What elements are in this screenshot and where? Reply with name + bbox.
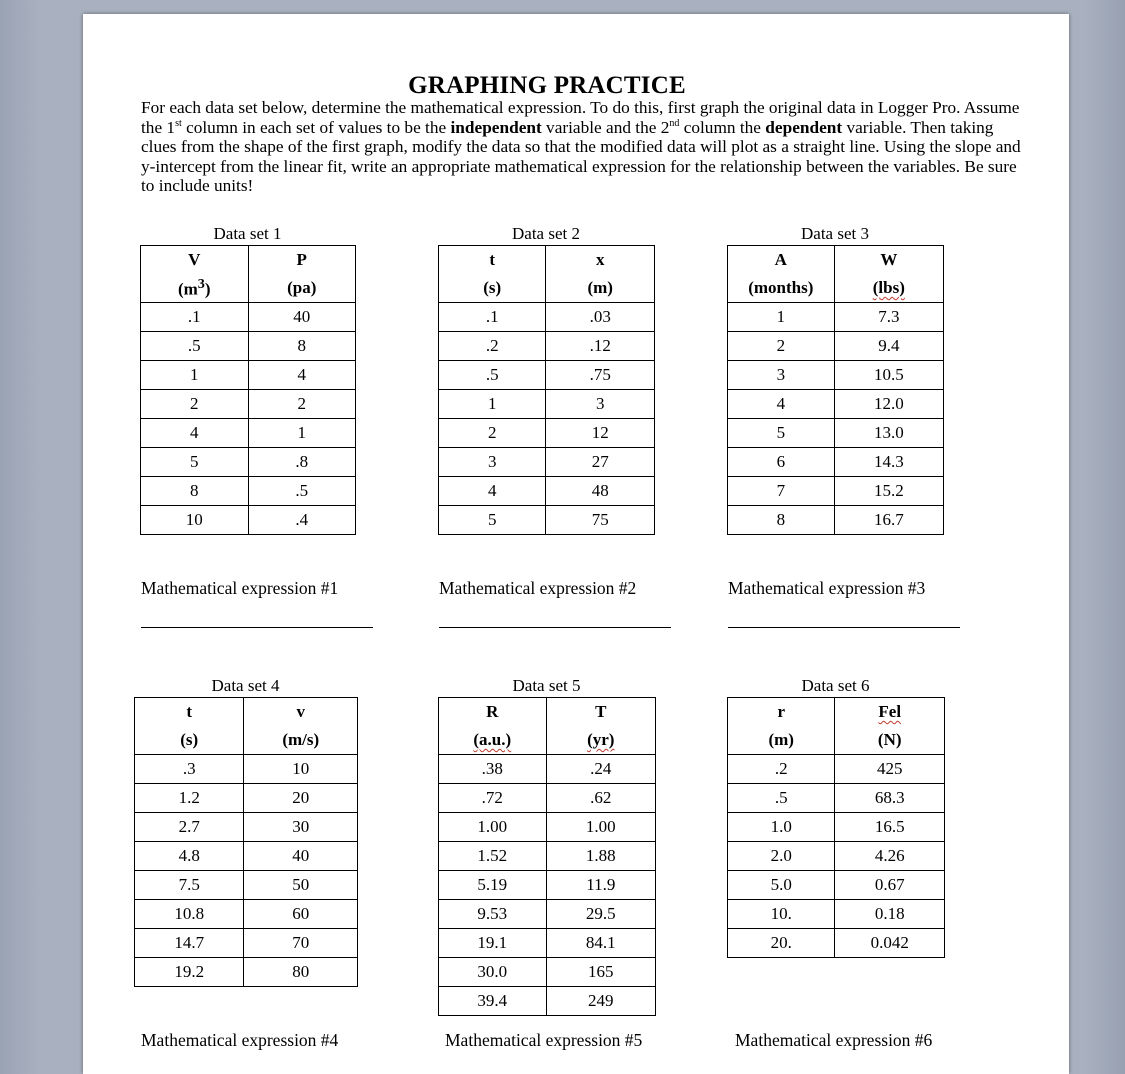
expression-2-answer-line: [439, 627, 671, 628]
table-cell: 10.8: [135, 900, 244, 929]
table-units-row: [135, 726, 358, 755]
table-cell: 9.4: [834, 332, 943, 361]
column-unit: (months): [728, 274, 835, 303]
table-cell: 19.1: [439, 929, 547, 958]
column-unit: (m): [728, 726, 835, 755]
column-header: t: [439, 246, 546, 275]
spellcheck-underlined-text: Fel: [878, 702, 902, 721]
table-cell: 8: [728, 506, 835, 535]
table-header-row: [439, 698, 656, 727]
table-row: [141, 303, 356, 332]
table-cell: 2: [439, 419, 546, 448]
table-cell: 5: [439, 506, 546, 535]
table-cell: 5: [141, 448, 249, 477]
column-header: x: [546, 246, 655, 275]
unit-text: (m: [177, 279, 198, 299]
table-cell: 6: [728, 448, 835, 477]
column-unit: [141, 274, 249, 303]
table-cell: 7: [728, 477, 835, 506]
column-header: V: [141, 246, 249, 275]
table-row: [439, 900, 656, 929]
column-unit: [439, 726, 547, 755]
intro-bold: independent: [450, 117, 542, 137]
column-header: t: [135, 698, 244, 727]
table-cell: 249: [546, 987, 655, 1016]
data-set-1-title: Data set 1: [213, 224, 282, 243]
page-title: GRAPHING PRACTICE: [408, 72, 686, 99]
table-row: [728, 784, 945, 813]
table-row: [135, 900, 358, 929]
intro-text: column the: [679, 117, 766, 137]
table-row: [141, 477, 356, 506]
table-row: [141, 506, 356, 535]
table-cell: 70: [244, 929, 358, 958]
data-set-5-table: [438, 697, 656, 1016]
table-cell: 11.9: [546, 871, 655, 900]
table-cell: 4.26: [835, 842, 945, 871]
table-row: [141, 419, 356, 448]
table-units-row: [439, 274, 655, 303]
table-cell: 12: [546, 419, 655, 448]
column-header: R: [439, 698, 547, 727]
table-cell: 1.88: [546, 842, 655, 871]
table-header-row: [141, 246, 356, 275]
table-row: [135, 929, 358, 958]
data-set-2-table: [438, 245, 655, 535]
table-cell: .72: [439, 784, 547, 813]
table-units-row: [728, 726, 945, 755]
table-row: [439, 419, 655, 448]
table-row: [728, 332, 944, 361]
table-cell: 2: [248, 390, 356, 419]
data-set-6-table: [727, 697, 945, 958]
table-cell: 7.3: [834, 303, 943, 332]
table-cell: .5: [728, 784, 835, 813]
expression-3-answer-line: [728, 627, 960, 628]
column-header: [835, 698, 945, 727]
table-header-row: [135, 698, 358, 727]
table-row: [141, 361, 356, 390]
table-row: [439, 842, 656, 871]
table-row: [439, 784, 656, 813]
unit-text: ): [204, 279, 211, 299]
spellcheck-underlined-text: (a.u.): [473, 730, 512, 749]
table-cell: 3: [546, 390, 655, 419]
column-unit: [834, 274, 943, 303]
table-cell: .1: [439, 303, 546, 332]
table-cell: 1.0: [728, 813, 835, 842]
table-cell: 12.0: [834, 390, 943, 419]
table-row: [439, 755, 656, 784]
table-row: [135, 813, 358, 842]
table-cell: .62: [546, 784, 655, 813]
data-set-5-title: Data set 5: [512, 676, 581, 695]
table-cell: 20: [244, 784, 358, 813]
table-cell: 1: [728, 303, 835, 332]
table-cell: 13.0: [834, 419, 943, 448]
data-set-2-title: Data set 2: [512, 224, 580, 243]
column-header: r: [728, 698, 835, 727]
table-row: [135, 842, 358, 871]
table-row: [439, 929, 656, 958]
table-row: [439, 448, 655, 477]
intro-bold: dependent: [765, 117, 843, 137]
table-row: [439, 303, 655, 332]
column-unit: (m): [546, 274, 655, 303]
table-cell: 1: [248, 419, 356, 448]
table-cell: .24: [546, 755, 655, 784]
table-cell: 8: [248, 332, 356, 361]
table-cell: 2.0: [728, 842, 835, 871]
table-row: [728, 929, 945, 958]
table-row: [135, 755, 358, 784]
table-cell: 14.3: [834, 448, 943, 477]
table-cell: 1.00: [439, 813, 547, 842]
table-cell: .12: [546, 332, 655, 361]
table-row: [728, 419, 944, 448]
table-row: [728, 303, 944, 332]
table-cell: 425: [835, 755, 945, 784]
table-row: [728, 448, 944, 477]
column-unit: (m/s): [244, 726, 358, 755]
intro-text: variable and the 2: [541, 117, 670, 137]
data-set-3-title: Data set 3: [801, 224, 869, 243]
table-cell: 3: [439, 448, 546, 477]
table-cell: .38: [439, 755, 547, 784]
column-unit: (s): [135, 726, 244, 755]
instructions-paragraph: [141, 98, 1021, 196]
table-cell: 75: [546, 506, 655, 535]
table-row: [728, 900, 945, 929]
expression-1-label: Mathematical expression #1: [141, 578, 339, 598]
table-units-row: [439, 726, 656, 755]
table-cell: 1: [439, 390, 546, 419]
table-cell: 2.7: [135, 813, 244, 842]
table-cell: 4: [248, 361, 356, 390]
data-set-6-title: Data set 6: [801, 676, 870, 695]
table-cell: 7.5: [135, 871, 244, 900]
table-row: [728, 390, 944, 419]
table-cell: 84.1: [546, 929, 655, 958]
table-cell: 10: [244, 755, 358, 784]
spellcheck-underlined-text: (yr): [587, 730, 615, 749]
table-cell: .8: [248, 448, 356, 477]
table-cell: 5: [728, 419, 835, 448]
column-header: T: [546, 698, 655, 727]
expression-5-label: Mathematical expression #5: [445, 1030, 643, 1050]
table-cell: 20.: [728, 929, 835, 958]
table-cell: 14.7: [135, 929, 244, 958]
table-cell: 9.53: [439, 900, 547, 929]
table-cell: 1: [141, 361, 249, 390]
table-cell: 60: [244, 900, 358, 929]
table-row: [141, 448, 356, 477]
table-cell: 0.67: [835, 871, 945, 900]
expression-2-label: Mathematical expression #2: [439, 578, 637, 598]
table-row: [135, 871, 358, 900]
intro-text: column in each set of values to be the: [181, 117, 451, 137]
column-header: P: [248, 246, 356, 275]
table-row: [728, 477, 944, 506]
table-cell: .3: [135, 755, 244, 784]
table-cell: 165: [546, 958, 655, 987]
table-cell: .5: [248, 477, 356, 506]
spellcheck-underlined-text: (lbs): [872, 278, 905, 297]
table-cell: 48: [546, 477, 655, 506]
table-cell: 16.5: [835, 813, 945, 842]
column-unit: (N): [835, 726, 945, 755]
table-row: [728, 842, 945, 871]
expression-1-answer-line: [141, 627, 373, 628]
column-unit: [546, 726, 655, 755]
table-cell: .2: [728, 755, 835, 784]
table-cell: 5.0: [728, 871, 835, 900]
table-cell: 1.00: [546, 813, 655, 842]
table-cell: .75: [546, 361, 655, 390]
table-cell: 2: [728, 332, 835, 361]
table-cell: 30.0: [439, 958, 547, 987]
table-cell: 40: [248, 303, 356, 332]
column-unit: (pa): [248, 274, 356, 303]
table-cell: 40: [244, 842, 358, 871]
table-cell: .03: [546, 303, 655, 332]
table-cell: 1.52: [439, 842, 547, 871]
document-page: [83, 14, 1069, 1074]
expression-4-label: Mathematical expression #4: [141, 1030, 339, 1050]
table-cell: .5: [439, 361, 546, 390]
table-row: [728, 813, 945, 842]
unit-sup: 3: [197, 276, 205, 293]
table-cell: 1.2: [135, 784, 244, 813]
table-cell: 4: [439, 477, 546, 506]
table-cell: .2: [439, 332, 546, 361]
table-row: [728, 506, 944, 535]
table-row: [439, 477, 655, 506]
intro-text: For each data set below, determine the mathematical expression. To do this, first graph the original data in Logger Pro. Assume the 1: [141, 98, 1020, 137]
expression-3-label: Mathematical expression #3: [728, 578, 926, 598]
table-cell: 68.3: [835, 784, 945, 813]
table-cell: 19.2: [135, 958, 244, 987]
data-set-1-table: [140, 245, 356, 535]
table-cell: 8: [141, 477, 249, 506]
table-cell: .1: [141, 303, 249, 332]
table-cell: .4: [248, 506, 356, 535]
table-row: [141, 332, 356, 361]
table-cell: 16.7: [834, 506, 943, 535]
intro-sup: st: [175, 117, 182, 129]
table-row: [439, 332, 655, 361]
column-header: A: [728, 246, 835, 275]
table-cell: 3: [728, 361, 835, 390]
table-cell: 0.18: [835, 900, 945, 929]
table-cell: 10: [141, 506, 249, 535]
intro-text: variable. Then taking clues from the shape of the first graph, modify the data so that the modified data will plot as a straight line. Using the slope and y-intercept from the linear fit, write an appropriate mathematical expression for the relationship between the variables. Be sure to include units!: [141, 117, 1021, 195]
table-row: [439, 813, 656, 842]
table-cell: 29.5: [546, 900, 655, 929]
table-cell: 4: [141, 419, 249, 448]
table-cell: .5: [141, 332, 249, 361]
table-cell: 4: [728, 390, 835, 419]
table-row: [728, 871, 945, 900]
table-row: [439, 361, 655, 390]
table-row: [439, 390, 655, 419]
table-row: [135, 958, 358, 987]
table-row: [439, 987, 656, 1016]
table-cell: 39.4: [439, 987, 547, 1016]
table-cell: 0.042: [835, 929, 945, 958]
column-unit: (s): [439, 274, 546, 303]
table-units-row: [728, 274, 944, 303]
data-set-4-table: [134, 697, 358, 987]
table-row: [728, 755, 945, 784]
table-row: [439, 958, 656, 987]
table-row: [728, 361, 944, 390]
table-row: [439, 871, 656, 900]
table-header-row: [439, 246, 655, 275]
table-row: [439, 506, 655, 535]
table-cell: 4.8: [135, 842, 244, 871]
table-cell: 80: [244, 958, 358, 987]
intro-sup: nd: [669, 117, 680, 129]
table-cell: 50: [244, 871, 358, 900]
table-units-row: [141, 274, 356, 303]
data-set-4-title: Data set 4: [211, 676, 280, 695]
data-set-3-table: [727, 245, 944, 535]
column-header: W: [834, 246, 943, 275]
table-row: [141, 390, 356, 419]
table-cell: 30: [244, 813, 358, 842]
table-cell: 10.5: [834, 361, 943, 390]
table-cell: 5.19: [439, 871, 547, 900]
table-cell: 15.2: [834, 477, 943, 506]
table-header-row: [728, 698, 945, 727]
table-row: [135, 784, 358, 813]
column-header: v: [244, 698, 358, 727]
table-header-row: [728, 246, 944, 275]
table-cell: 2: [141, 390, 249, 419]
table-cell: 10.: [728, 900, 835, 929]
expression-6-label: Mathematical expression #6: [735, 1030, 933, 1050]
table-cell: 27: [546, 448, 655, 477]
